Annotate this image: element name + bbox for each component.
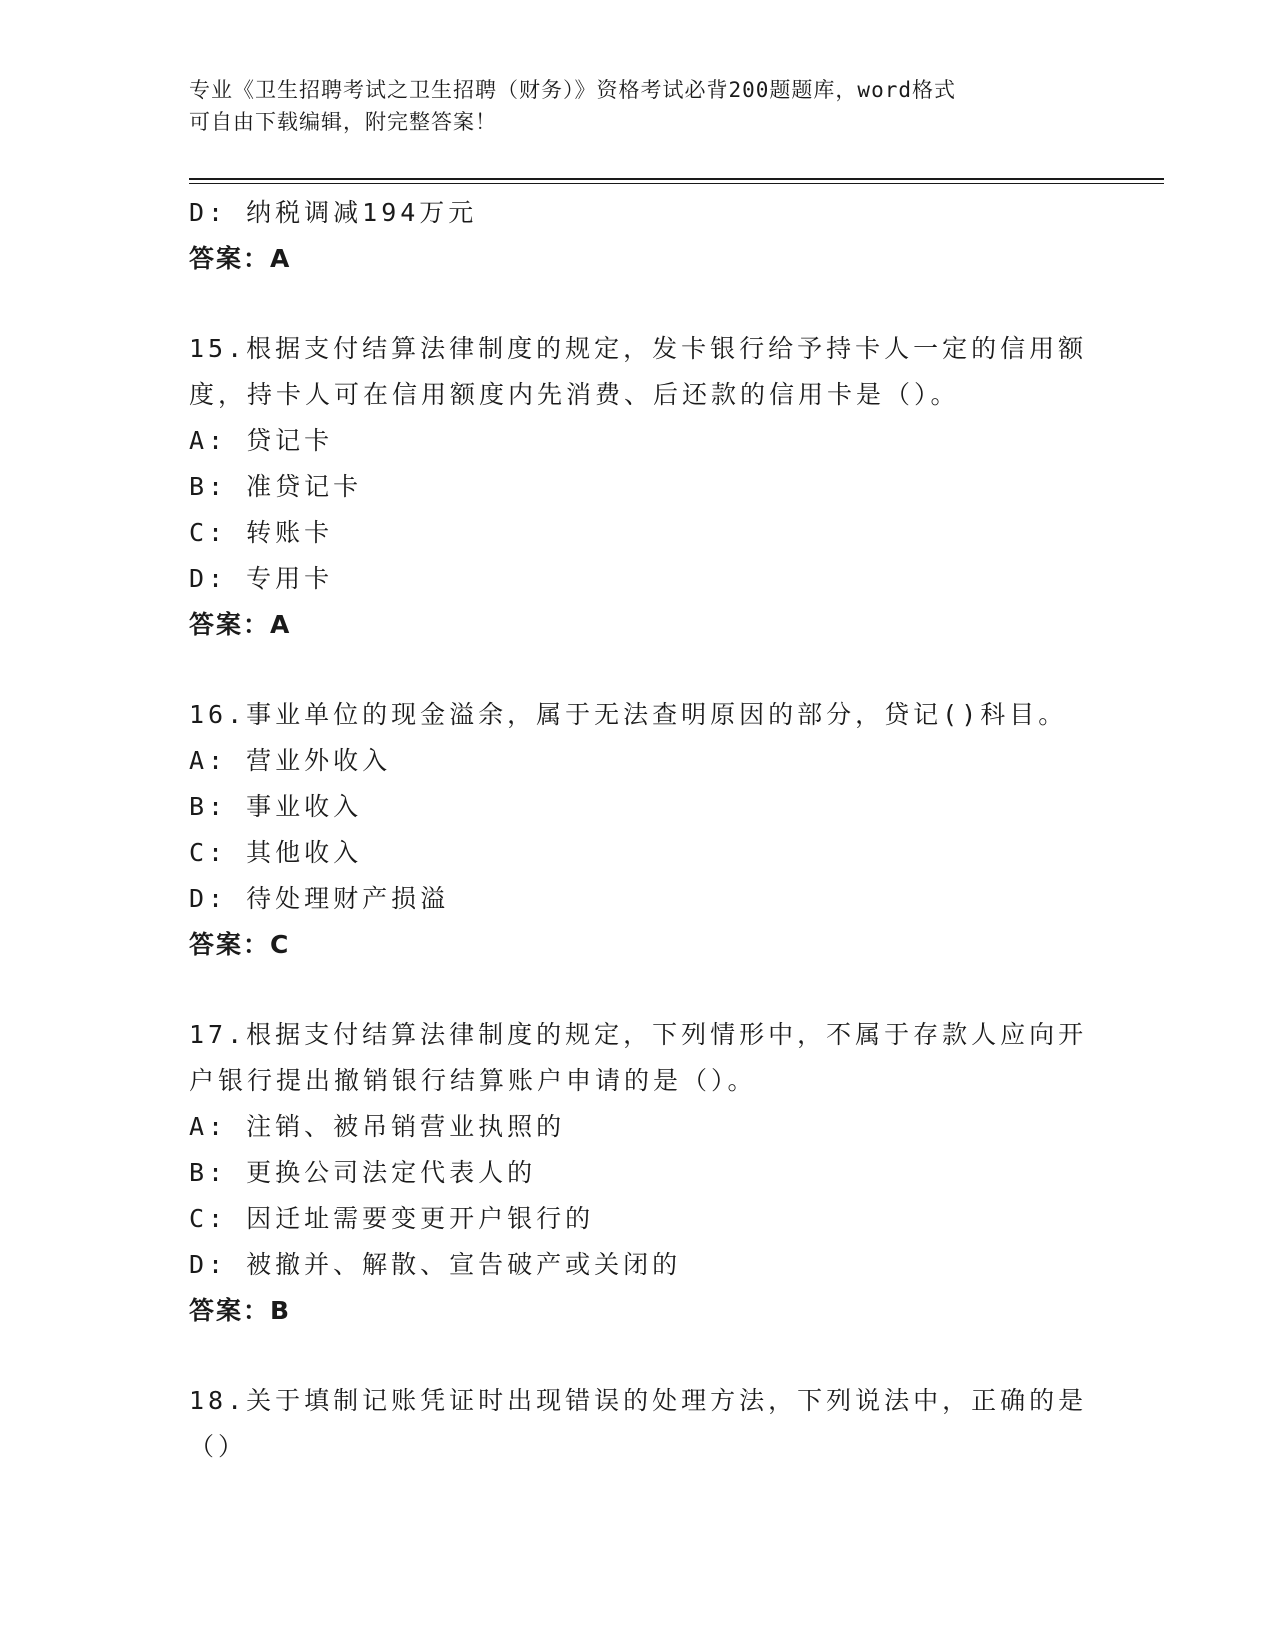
spacer	[189, 1334, 1089, 1378]
question-stem-continued: 户银行提出撤销银行结算账户申请的是（）。	[189, 1066, 757, 1095]
option-c: C: 因迁址需要变更开户银行的	[189, 1204, 595, 1233]
option-b: B: 准贷记卡	[189, 472, 363, 501]
header-divider-thick	[189, 178, 1164, 180]
spacer	[189, 968, 1089, 1012]
document-body	[189, 190, 1089, 1470]
option-d: D: 专用卡	[189, 564, 334, 593]
question-15	[189, 326, 1089, 648]
option-c: C: 转账卡	[189, 518, 334, 547]
question-18	[189, 1378, 1089, 1470]
option-d: D: 待处理财产损溢	[189, 884, 450, 913]
spacer	[189, 282, 1089, 326]
option-b: B: 事业收入	[189, 792, 363, 821]
question-stem: 16.事业单位的现金溢余，属于无法查明原因的部分，贷记()科目。	[189, 700, 1068, 729]
answer: 答案：B	[189, 1296, 292, 1325]
option-a: A: 营业外收入	[189, 746, 392, 775]
question-16	[189, 692, 1089, 968]
question-17	[189, 1012, 1089, 1334]
option-c: C: 其他收入	[189, 838, 363, 867]
question-stem: 17.根据支付结算法律制度的规定，下列情形中，不属于存款人应向开	[189, 1020, 1088, 1049]
question-stem-continued: 度，持卡人可在信用额度内先消费、后还款的信用卡是（）。	[189, 380, 960, 409]
spacer	[189, 648, 1089, 692]
question-stem: 18.关于填制记账凭证时出现错误的处理方法，下列说法中，正确的是	[189, 1386, 1088, 1415]
carryover-answer: 答案：A	[189, 244, 292, 273]
answer: 答案：A	[189, 610, 292, 639]
option-a: A: 贷记卡	[189, 426, 334, 455]
question-stem-continued: （）	[189, 1432, 248, 1461]
page-header	[189, 74, 1089, 138]
question-stem: 15.根据支付结算法律制度的规定，发卡银行给予持卡人一定的信用额	[189, 334, 1088, 363]
option-d: D: 被撤并、解散、宣告破产或关闭的	[189, 1250, 682, 1279]
carryover-option-d: D: 纳税调减194万元	[189, 198, 478, 227]
header-divider-thin	[189, 183, 1164, 184]
header-line-2: 可自由下载编辑，附完整答案！	[189, 110, 497, 134]
option-b: B: 更换公司法定代表人的	[189, 1158, 537, 1187]
option-a: A: 注销、被吊销营业执照的	[189, 1112, 566, 1141]
header-line-1: 专业《卫生招聘考试之卫生招聘（财务）》资格考试必背200题题库，word格式	[189, 78, 956, 102]
answer: 答案：C	[189, 930, 291, 959]
